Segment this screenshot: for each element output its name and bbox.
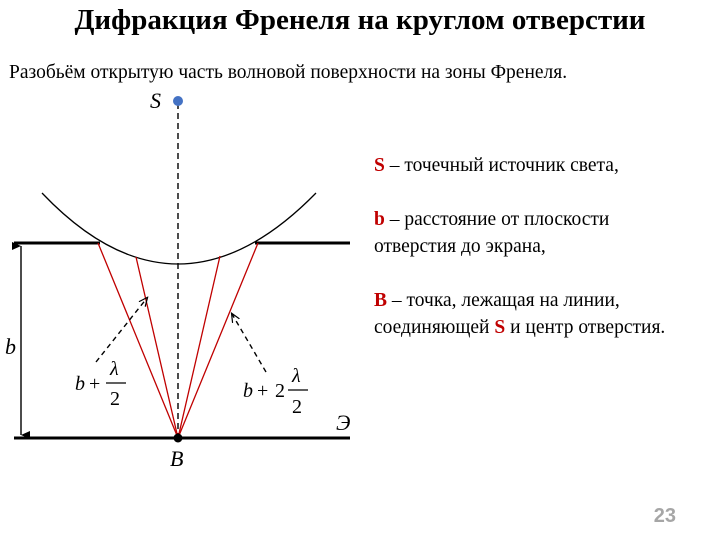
source-label: S <box>150 88 161 113</box>
path-length-label-1 <box>75 358 126 410</box>
path2-b: b <box>243 380 253 402</box>
path1-denominator: 2 <box>110 388 120 410</box>
legend-text-point-1: – точка, лежащая на линии, соединяющей <box>374 290 620 338</box>
ray-right-outer <box>178 243 258 438</box>
slide-subtitle: Разобьём открытую часть волновой поверхности на зоны Френеля. <box>9 62 568 83</box>
screen-label: Э <box>336 410 351 435</box>
ray-right-inner <box>178 256 220 438</box>
legend-symbol-b: b <box>374 209 385 230</box>
path2-coefficient: 2 <box>275 380 285 402</box>
legend-symbol-B: B <box>374 290 388 311</box>
path2-plus: + <box>257 380 269 402</box>
path1-b: b <box>75 373 85 395</box>
path1-plus: + <box>89 373 101 395</box>
legend-item-distance <box>374 206 694 260</box>
legend-symbol-s: S <box>374 155 385 176</box>
pointer-arrow-right <box>232 314 266 372</box>
source-point <box>173 96 183 106</box>
wavefront-arc <box>42 193 316 264</box>
legend <box>374 152 694 368</box>
pointer-arrow-left <box>96 298 147 362</box>
distance-label: b <box>5 334 16 359</box>
slide-title: Дифракция Френеля на круглом отверстии <box>74 4 646 36</box>
observation-point <box>174 434 183 443</box>
path-length-label-2 <box>243 365 308 418</box>
path2-lambda: λ <box>292 365 301 387</box>
page-number: 23 <box>653 505 676 527</box>
legend-text-point-2: и центр отверстия. <box>505 317 666 338</box>
point-label: B <box>170 446 184 471</box>
path2-denominator: 2 <box>292 396 302 418</box>
ray-left-inner <box>136 257 178 438</box>
legend-text-source: – точечный источник света, <box>384 155 619 176</box>
legend-item-point <box>374 287 694 341</box>
legend-text-distance: – расстояние от плоскости отверстия до экрана, <box>374 209 610 257</box>
legend-symbol-s2: S <box>494 317 506 338</box>
path1-lambda: λ <box>110 358 119 380</box>
legend-item-source <box>374 152 694 179</box>
